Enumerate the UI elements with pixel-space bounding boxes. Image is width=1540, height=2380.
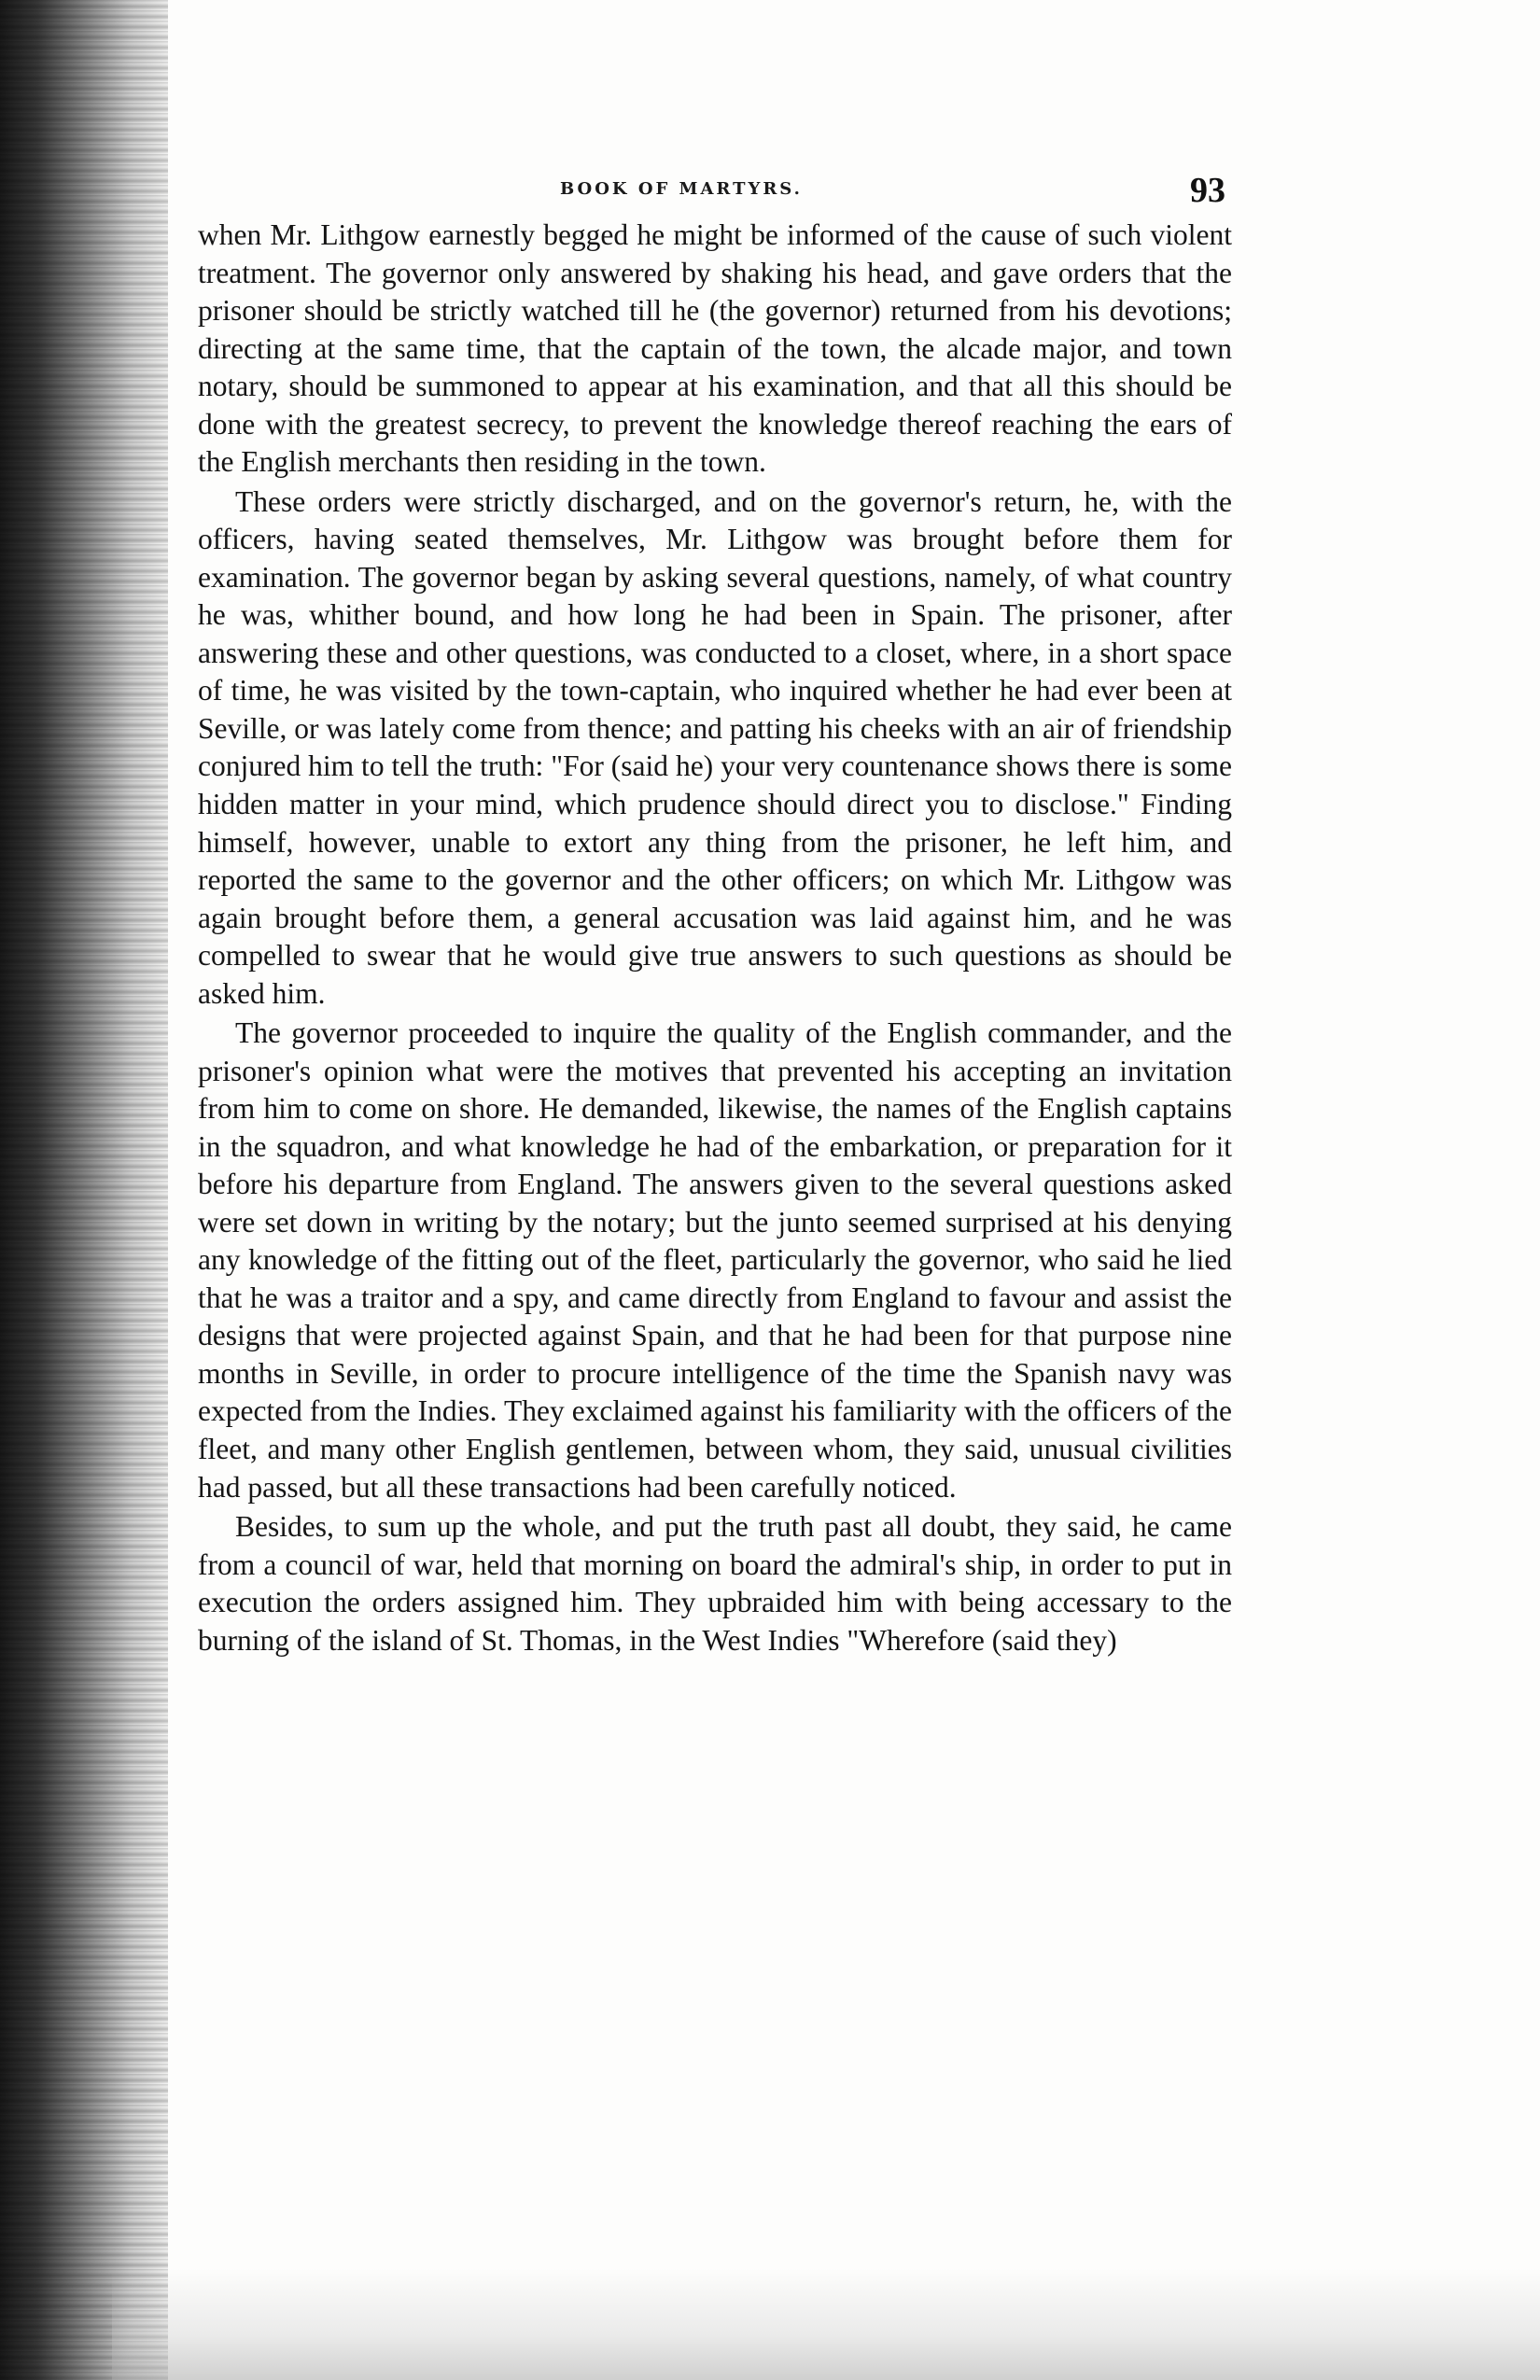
paragraph: Besides, to sum up the whole, and put the truth past all doubt, they said, he came from a council of war, held that morning on board the admiral's ship, in order to put in execution the orders assigned him. They upbraided him with being accessary to the burning of the island of St. Thomas, in the West Indies "Wherefore (said they): [198, 1510, 1232, 1657]
scan-shadow: [112, 2268, 1540, 2380]
paragraph: The governor proceeded to inquire the quality of the English commander, and the prisoner's opinion what were the motives that prevented his accepting an invitation from him to come on shore. He demanded, likewise, the names of the English captains in the squadron, and what knowledge he had of the embarkation, or preparation for it before his departure from England. The answers given to the several questions asked were set down in writing by the notary; but the junto seemed surprised at his denying any knowledge of the fitting out of the fleet, particularly the governor, who said he lied that he was a traitor and a spy, and came directly from England to favour and assist the designs that were projected against Spain, and that he had been for that purpose nine months in Seville, in order to procure intelligence of the time the Spanish navy was expected from the Indies. They exclaimed against his familiarity with the officers of the fleet, and many other English gentlemen, between whom, they said, unusual civilities had passed, but all these transactions had been carefully noticed.: [198, 1016, 1232, 1504]
running-head: BOOK OF MARTYRS.: [560, 179, 803, 199]
paragraph: when Mr. Lithgow earnestly begged he might be informed of the cause of such violent treatment. The governor only answered by shaking his head, and gave orders that the prisoner should be strictly watched till he (the governor) returned from his devotions; directing at the same time, that the captain of the town, the alcade major, and town notary, should be summoned to appear at his examination, and that all this should be done with the greatest secrecy, to prevent the knowledge thereof reaching the ears of the English merchants then residing in the town.: [198, 218, 1232, 479]
binding-edge: [0, 0, 168, 2380]
page-number: 93: [1190, 171, 1225, 210]
paragraph: These orders were strictly discharged, and on the governor's return, he, with the officers, having seated themselves, Mr. Lithgow was brought before them for examination. The governor began by asking several questions, namely, of what country he was, whither bound, and how long he had been in Spain. The prisoner, after answering these and other questions, was conducted to a closet, where, in a short space of time, he was visited by the town-captain, who inquired whether he had ever been at Seville, or was lately come from thence; and patting his cheeks with an air of friendship conjured him to tell the truth: "For (said he) your very countenance shows there is some hidden matter in your mind, which prudence should direct you to disclose." Finding himself, however, unable to extort any thing from the prisoner, he left him, and reported the same to the governor and the other officers; on which Mr. Lithgow was again brought before them, a general accusation was laid against him, and he was compelled to swear that he would give true answers to such questions as should be asked him.: [198, 484, 1232, 1010]
body-text: [198, 217, 1232, 1659]
